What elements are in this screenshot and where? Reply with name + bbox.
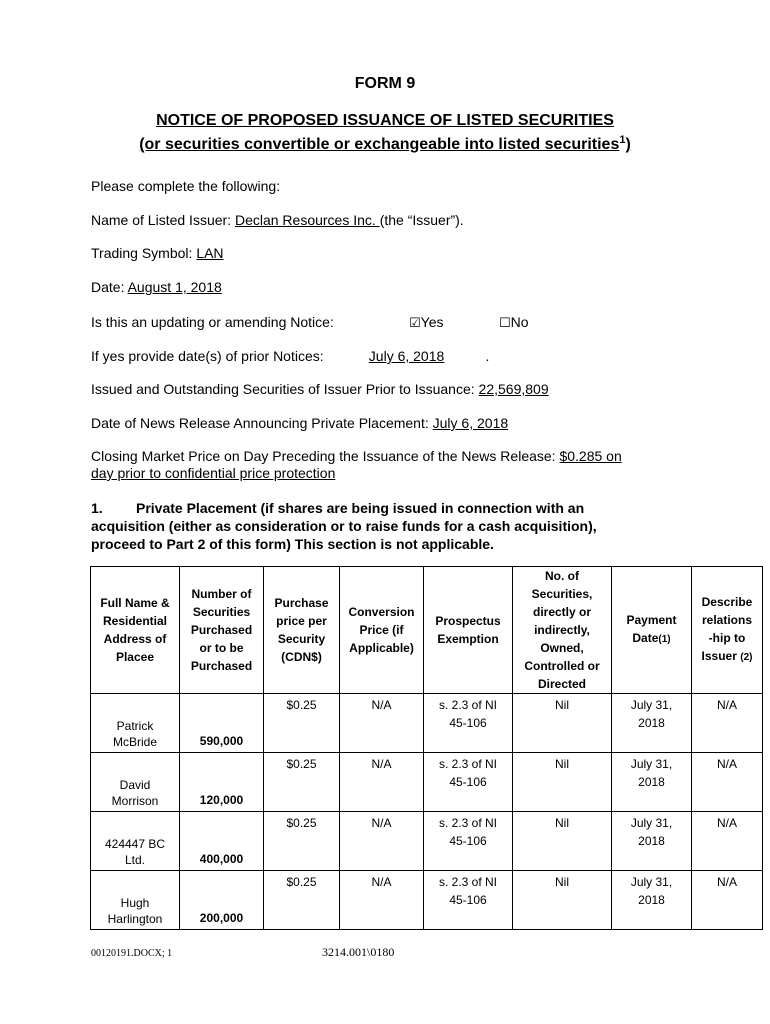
securities-owned: Nil bbox=[513, 694, 612, 753]
outstanding-line bbox=[91, 381, 549, 397]
prior-value: July 6, 2018 bbox=[368, 348, 445, 364]
placee-table bbox=[90, 566, 763, 930]
news-date-line bbox=[91, 415, 508, 431]
conversion-price: N/A bbox=[340, 812, 424, 871]
subheading-close: ) bbox=[625, 136, 631, 153]
conversion-price: N/A bbox=[340, 871, 424, 930]
amending-yes[interactable] bbox=[409, 314, 444, 331]
closing-value-1: $0.285 on bbox=[559, 448, 622, 464]
section-1-heading bbox=[91, 499, 691, 553]
unchecked-box-icon: ☐ bbox=[499, 316, 511, 331]
header-conversion-price: Conversion Price (if Applicable) bbox=[340, 567, 424, 694]
table-row bbox=[91, 812, 763, 871]
table-row bbox=[91, 871, 763, 930]
prospectus-exemption: s. 2.3 of NI 45-106 bbox=[424, 694, 513, 753]
outstanding-label: Issued and Outstanding Securities of Issuer Prior to Issuance: bbox=[91, 381, 475, 397]
footer-doc-id: 00120191.DOCX; 1 bbox=[91, 948, 173, 959]
subheading-text: (or securities convertible or exchangeable into listed securities bbox=[139, 136, 620, 153]
table-row bbox=[91, 694, 763, 753]
header-securities-owned: No. of Securities, directly or indirectly, Owned, Controlled or Directed bbox=[513, 567, 612, 694]
section-1-line-2: acquisition (either as consideration or to raise funds for a cash acquisition), bbox=[91, 518, 597, 534]
conversion-price: N/A bbox=[340, 694, 424, 753]
amending-no[interactable] bbox=[499, 314, 529, 331]
securities-owned: Nil bbox=[513, 871, 612, 930]
table-header-row bbox=[91, 567, 763, 694]
news-date-value: July 6, 2018 bbox=[432, 415, 509, 431]
payment-date: July 31, 2018 bbox=[612, 871, 692, 930]
purchase-price: $0.25 bbox=[264, 871, 340, 930]
placee-name: Hugh Harlington bbox=[91, 871, 180, 930]
closing-label: Closing Market Price on Day Preceding the Issuance of the News Release: bbox=[91, 448, 556, 464]
closing-price-line-2 bbox=[91, 465, 335, 481]
securities-number: 590,000 bbox=[180, 694, 264, 753]
purchase-price: $0.25 bbox=[264, 812, 340, 871]
payment-date: July 31, 2018 bbox=[612, 753, 692, 812]
relationship: N/A bbox=[692, 871, 763, 930]
placee-name: 424447 BC Ltd. bbox=[91, 812, 180, 871]
header-payment-date: Payment Date(1) bbox=[612, 567, 692, 694]
symbol-line bbox=[91, 245, 224, 261]
prospectus-exemption: s. 2.3 of NI 45-106 bbox=[424, 871, 513, 930]
prospectus-exemption: s. 2.3 of NI 45-106 bbox=[424, 753, 513, 812]
amending-label: Is this an updating or amending Notice: bbox=[91, 314, 334, 330]
header-full-name: Full Name & Residential Address of Placee bbox=[91, 567, 180, 694]
table-row bbox=[91, 753, 763, 812]
intro-text: Please complete the following: bbox=[91, 178, 281, 194]
checked-box-icon: ☑ bbox=[409, 316, 421, 331]
section-1-text-1: Private Placement (if shares are being issued in connection with an bbox=[136, 500, 585, 516]
footer-reference: 3214.001\0180 bbox=[322, 945, 395, 959]
securities-number: 200,000 bbox=[180, 871, 264, 930]
symbol-value: LAN bbox=[196, 245, 224, 261]
payment-date: July 31, 2018 bbox=[612, 694, 692, 753]
section-number: 1. bbox=[91, 500, 103, 516]
header-purchase-price: Purchase price per Security (CDN$) bbox=[264, 567, 340, 694]
purchase-price: $0.25 bbox=[264, 753, 340, 812]
symbol-label: Trading Symbol: bbox=[91, 245, 193, 261]
relationship: N/A bbox=[692, 753, 763, 812]
purchase-price: $0.25 bbox=[264, 694, 340, 753]
conversion-price: N/A bbox=[340, 753, 424, 812]
header-relationship: Describe relations -hip to Issuer (2) bbox=[692, 567, 763, 694]
amending-line bbox=[91, 314, 334, 330]
section-1-line-1 bbox=[91, 499, 691, 517]
securities-number: 120,000 bbox=[180, 753, 264, 812]
news-date-label: Date of News Release Announcing Private Placement: bbox=[91, 415, 429, 431]
closing-value-2: day prior to confidential price protection bbox=[91, 465, 336, 481]
form-number: FORM 9 bbox=[354, 75, 416, 92]
date-label: Date: bbox=[91, 279, 125, 295]
issuer-label: Name of Listed Issuer: bbox=[91, 212, 232, 228]
no-label: No bbox=[510, 314, 529, 330]
securities-owned: Nil bbox=[513, 812, 612, 871]
section-1-line-3: proceed to Part 2 of this form) This section is not applicable. bbox=[91, 536, 494, 552]
form-subheading bbox=[0, 134, 770, 154]
header-prospectus-exemption: Prospectus Exemption bbox=[424, 567, 513, 694]
issuer-value: Declan Resources Inc. bbox=[234, 212, 380, 228]
prior-suffix: . bbox=[485, 348, 490, 364]
payment-date: July 31, 2018 bbox=[612, 812, 692, 871]
issuer-line bbox=[91, 212, 464, 228]
form-heading: NOTICE OF PROPOSED ISSUANCE OF LISTED SECURITIES bbox=[156, 112, 614, 129]
placee-name: Patrick McBride bbox=[91, 694, 180, 753]
securities-owned: Nil bbox=[513, 753, 612, 812]
outstanding-value: 22,569,809 bbox=[478, 381, 549, 397]
prospectus-exemption: s. 2.3 of NI 45-106 bbox=[424, 812, 513, 871]
securities-number: 400,000 bbox=[180, 812, 264, 871]
header-number-of-securities: Number of Securities Purchased or to be Purchased bbox=[180, 567, 264, 694]
yes-label: Yes bbox=[420, 314, 444, 330]
date-value: August 1, 2018 bbox=[127, 279, 222, 295]
date-line bbox=[91, 279, 222, 295]
relationship: N/A bbox=[692, 812, 763, 871]
placee-name: David Morrison bbox=[91, 753, 180, 812]
closing-price-line bbox=[91, 448, 622, 464]
prior-label: If yes provide date(s) of prior Notices: bbox=[91, 348, 324, 364]
footnote-ref: 1 bbox=[619, 134, 626, 146]
prior-notices-line bbox=[91, 348, 489, 364]
issuer-suffix: (the “Issuer”). bbox=[379, 212, 464, 228]
relationship: N/A bbox=[692, 694, 763, 753]
